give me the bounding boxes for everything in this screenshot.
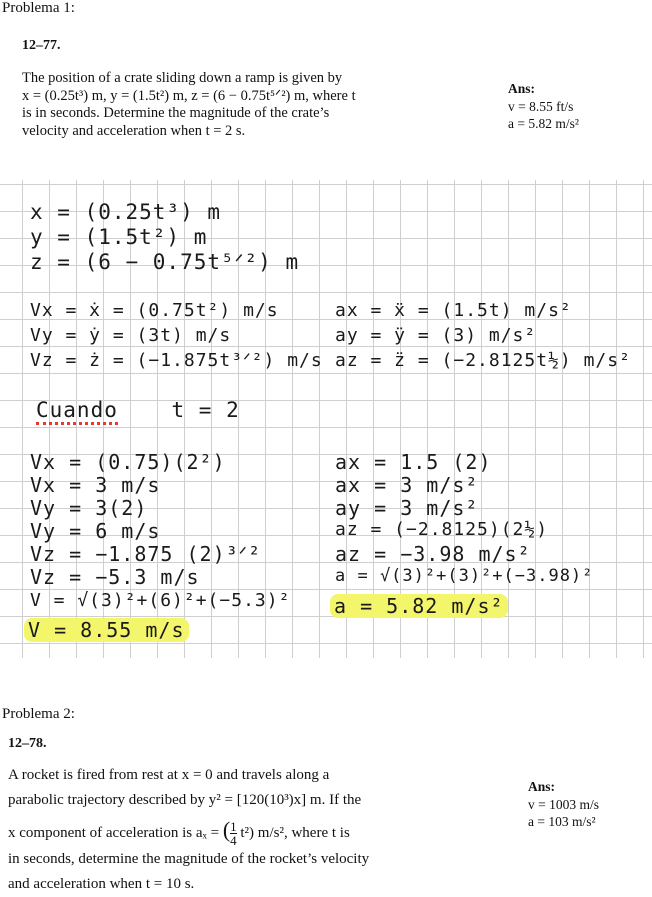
when-value: t = 2 bbox=[171, 398, 240, 422]
graph-paper-solution bbox=[0, 180, 652, 658]
answer-acceleration: a = 103 m/s² bbox=[528, 814, 596, 829]
statement-line: and acceleration when t = 10 s. bbox=[8, 876, 195, 892]
acceleration-result bbox=[330, 594, 508, 618]
acceleration-x-derivative: ax = ẍ = (1.5t) m/s² bbox=[335, 300, 572, 321]
velocity-x-derivative: Vx = ẋ = (0.75t²) m/s bbox=[30, 300, 279, 321]
answer-velocity: v = 1003 m/s bbox=[528, 796, 599, 812]
acceleration-y-derivative: ay = ÿ = (3) m/s² bbox=[335, 325, 537, 346]
fraction bbox=[230, 820, 237, 847]
acceleration-step: ax = 1.5 (2) bbox=[335, 450, 492, 474]
problem-2-answer bbox=[528, 778, 599, 831]
velocity-step: Vy = 3(2) bbox=[30, 496, 148, 520]
answer-label: Ans: bbox=[528, 779, 556, 794]
position-z: z = (6 − 0.75t⁵ᐟ²) m bbox=[30, 250, 300, 274]
problem-2-number: 12–78. bbox=[8, 736, 47, 751]
statement-line-with-fraction: x component of acceleration is aₓ = ( $\frac{1}{4}$ t²) m/s², where t is bbox=[8, 817, 350, 849]
velocity-step: Vx = 3 m/s bbox=[30, 473, 161, 497]
acceleration-result-highlight: a = 5.82 m/s² bbox=[330, 594, 508, 618]
statement-text: x component of acceleration is aₓ = bbox=[8, 825, 220, 841]
acceleration-step: az = (−2.8125)(2½) bbox=[335, 519, 549, 540]
problem-1-statement bbox=[22, 70, 432, 140]
problem-1-answer bbox=[508, 80, 579, 133]
when-label bbox=[36, 398, 240, 422]
answer-velocity: v = 8.55 ft/s bbox=[508, 98, 574, 114]
velocity-step: Vx = (0.75)(2²) bbox=[30, 450, 226, 474]
fraction-denominator: 4 bbox=[230, 833, 237, 849]
statement-line: parabolic trajectory described by y² = [120(10³)x] m. If the bbox=[8, 792, 362, 808]
statement-line: is in seconds. Determine the magnitude of the crate’s bbox=[22, 105, 330, 121]
acceleration-step: ay = 3 m/s² bbox=[335, 496, 479, 520]
velocity-step: Vz = −1.875 (2)³ᐟ² bbox=[30, 542, 262, 566]
problem-2-statement bbox=[8, 763, 418, 897]
velocity-step: Vy = 6 m/s bbox=[30, 519, 161, 543]
fraction-numerator: 1 bbox=[230, 819, 237, 835]
velocity-step: Vz = −5.3 m/s bbox=[30, 565, 200, 589]
velocity-result bbox=[24, 618, 189, 642]
statement-line: x = (0.25t³) m, y = (1.5t²) m, z = (6 − 0.75t⁵ᐟ²) m, where t bbox=[22, 87, 356, 104]
acceleration-step: az = −3.98 m/s² bbox=[335, 542, 531, 566]
statement-line: in seconds, determine the magnitude of the rocket’s velocity bbox=[8, 851, 370, 867]
acceleration-z-derivative: az = z̈ = (−2.8125t½) m/s² bbox=[335, 350, 631, 371]
answer-acceleration: a = 5.82 m/s² bbox=[508, 116, 579, 131]
position-y: y = (1.5t²) m bbox=[30, 225, 208, 249]
problem-1-heading: Problema 1: bbox=[2, 0, 75, 16]
statement-line: A rocket is fired from rest at x = 0 and travels along a bbox=[8, 767, 330, 783]
when-word: Cuando bbox=[36, 398, 118, 425]
position-x: x = (0.25t³) m bbox=[30, 200, 222, 224]
answer-label: Ans: bbox=[508, 81, 536, 96]
acceleration-step: ax = 3 m/s² bbox=[335, 473, 479, 497]
velocity-result-highlight: V = 8.55 m/s bbox=[24, 618, 189, 642]
statement-line: The position of a crate sliding down a ramp is given by bbox=[22, 70, 343, 86]
statement-line: velocity and acceleration when t = 2 s. bbox=[22, 122, 246, 139]
statement-text: t²) m/s², where t is bbox=[240, 825, 350, 841]
acceleration-step: a = √(3)²+(3)²+(−3.98)² bbox=[335, 566, 594, 586]
problem-2-heading: Problema 2: bbox=[2, 706, 75, 722]
velocity-z-derivative: Vz = ż = (−1.875t³ᐟ²) m/s bbox=[30, 350, 323, 371]
problem-1-number: 12–77. bbox=[22, 38, 61, 53]
velocity-step: V = √(3)²+(6)²+(−5.3)² bbox=[30, 590, 291, 611]
velocity-y-derivative: Vy = ẏ = (3t) m/s bbox=[30, 325, 232, 346]
